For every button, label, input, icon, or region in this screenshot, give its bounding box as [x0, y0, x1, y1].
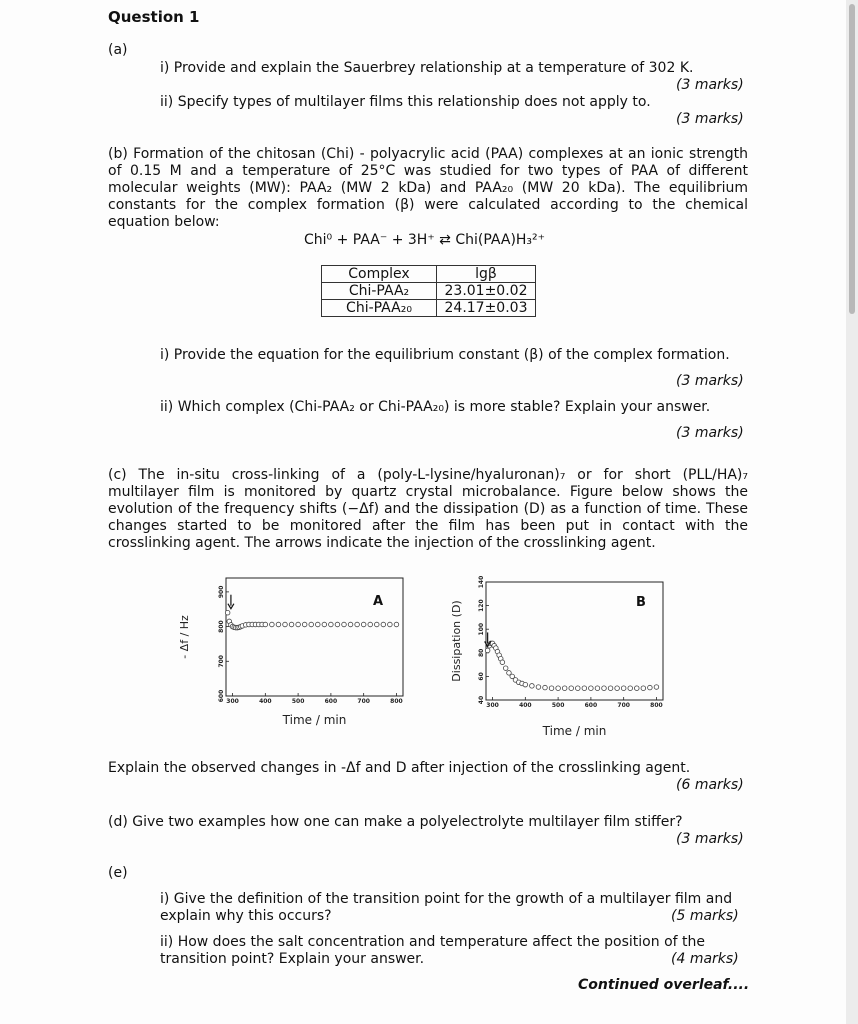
- x-axis-label: Time / min: [542, 724, 607, 738]
- data-point: [394, 622, 399, 627]
- panel-label: B: [636, 595, 646, 610]
- data-point: [329, 622, 334, 627]
- figure-a-chart: [170, 570, 420, 740]
- data-point: [388, 622, 393, 627]
- data-point: [283, 622, 288, 627]
- part-c-text: (c) The in-situ cross-linking of a (poly-L-lysine/hyaluronan)₇ or for short (PLL/HA)₇ multilayer film is monitored by quartz crystal microbalance. Figure below shows the evolution of the frequency shifts (−Δf) and the dissipation (D) as a function of time. These changes started to be monitored after the film has been put in contact with the crosslinking agent. The arrows indicate the injection of the crosslinking agent.: [108, 467, 748, 551]
- figure-b-chart: [440, 570, 680, 750]
- x-tick-label: 500: [291, 698, 305, 705]
- data-point: [503, 666, 508, 671]
- data-point: [648, 685, 653, 690]
- vertical-scrollbar[interactable]: [846, 0, 858, 1024]
- data-point: [641, 686, 646, 691]
- x-tick-label: 700: [357, 698, 370, 705]
- data-point: [589, 686, 594, 691]
- data-point: [543, 685, 548, 690]
- part-a-i: i) Provide and explain the Sauerbrey relationship at a temperature of 302 K.: [160, 60, 694, 76]
- x-tick-label: 600: [584, 702, 598, 709]
- y-axis-label: - Δf / Hz: [178, 615, 191, 659]
- data-point: [348, 622, 353, 627]
- data-point: [263, 622, 268, 627]
- table-row: [322, 300, 536, 317]
- table-cell: Chi-PAA₂: [322, 283, 437, 300]
- y-tick-label: 140: [478, 575, 485, 589]
- data-point: [296, 622, 301, 627]
- table-cell: 23.01±0.02: [437, 283, 536, 300]
- data-point: [276, 622, 281, 627]
- part-a-ii: ii) Specify types of multilayer films this relationship does not apply to.: [160, 94, 651, 110]
- footer-continued: Continued overleaf....: [578, 977, 750, 993]
- part-a-i-marks: (3 marks): [676, 77, 744, 93]
- y-tick-label: 900: [218, 585, 225, 599]
- table-cell: 24.17±0.03: [437, 300, 536, 317]
- complex-table: [321, 265, 536, 317]
- y-axis-label: Dissipation (D): [450, 600, 463, 682]
- part-e-label: (e): [108, 865, 128, 881]
- part-c-marks: (6 marks): [676, 777, 744, 793]
- data-point: [485, 648, 490, 653]
- y-tick-label: 40: [478, 695, 485, 705]
- chemical-equation: Chi⁰ + PAA⁻ + 3H⁺ ⇄ Chi(PAA)H₃²⁺: [304, 232, 546, 248]
- data-point: [556, 686, 561, 691]
- part-e-ii-marks: (4 marks): [671, 951, 739, 967]
- part-b-i-marks: (3 marks): [676, 373, 744, 389]
- data-point: [315, 622, 320, 627]
- data-point: [361, 622, 366, 627]
- data-point: [523, 682, 528, 687]
- part-e-i-line2: explain why this occurs?: [160, 908, 332, 924]
- data-point: [536, 685, 541, 690]
- data-point: [270, 622, 275, 627]
- part-a-ii-marks: (3 marks): [676, 111, 744, 127]
- data-point: [582, 686, 587, 691]
- y-tick-label: 120: [478, 599, 485, 612]
- data-point: [608, 686, 613, 691]
- y-tick-label: 700: [218, 655, 225, 668]
- figure-b: [440, 570, 680, 750]
- data-point: [569, 686, 574, 691]
- y-tick-label: 60: [478, 672, 485, 681]
- x-tick-label: 600: [324, 698, 338, 705]
- part-b-i: i) Provide the equation for the equilibrium constant (β) of the complex formation.: [160, 347, 730, 363]
- question-heading: Question 1: [108, 8, 200, 26]
- x-axis-label: Time / min: [282, 713, 347, 727]
- part-d-marks: (3 marks): [676, 831, 744, 847]
- y-tick-label: 80: [478, 648, 485, 657]
- part-e-ii-line2: transition point? Explain your answer.: [160, 951, 425, 967]
- data-point: [381, 622, 386, 627]
- table-header-lgb: lgβ: [437, 266, 536, 283]
- part-e-ii-line1: ii) How does the salt concentration and temperature affect the position of the: [160, 934, 705, 950]
- x-tick-label: 300: [226, 698, 239, 705]
- part-e-i-marks: (5 marks): [671, 908, 739, 924]
- figure-a: [170, 570, 420, 740]
- data-point: [374, 622, 379, 627]
- data-point: [355, 622, 360, 627]
- part-b-ii-marks: (3 marks): [676, 425, 744, 441]
- part-b-text: (b) Formation of the chitosan (Chi) - polyacrylic acid (PAA) complexes at an ionic strength of 0.15 M and a temperature of 25°C was studied for two types of PAA of different molecular weights (MW): PAA₂ (MW 2 kDa) and PAA₂₀ (MW 20 kDa). The equilibrium constants for the complex formation (β) were calculated according to the chemical equation below:: [108, 146, 748, 230]
- data-point: [595, 686, 600, 691]
- x-tick-label: 800: [390, 698, 403, 705]
- data-point: [549, 686, 554, 691]
- data-point: [289, 622, 294, 627]
- part-d-text: (d) Give two examples how one can make a polyelectrolyte multilayer film stiffer?: [108, 814, 683, 830]
- data-point: [342, 622, 347, 627]
- data-point: [621, 686, 626, 691]
- data-point: [335, 622, 340, 627]
- data-point: [615, 686, 620, 691]
- scrollbar-thumb[interactable]: [849, 4, 855, 314]
- data-point: [322, 622, 327, 627]
- data-point: [225, 610, 230, 615]
- y-tick-label: 800: [218, 620, 225, 633]
- part-e-i-line1: i) Give the definition of the transition point for the growth of a multilayer film and: [160, 891, 733, 907]
- x-tick-label: 500: [551, 702, 565, 709]
- data-point: [628, 686, 633, 691]
- table-cell: Chi-PAA₂₀: [322, 300, 437, 317]
- x-tick-label: 700: [617, 702, 630, 709]
- data-point: [368, 622, 373, 627]
- part-b-ii: ii) Which complex (Chi-PAA₂ or Chi-PAA₂₀) is more stable? Explain your answer.: [160, 399, 711, 415]
- table-header-complex: Complex: [322, 266, 437, 283]
- part-a-label: (a): [108, 42, 128, 58]
- table-row: [322, 283, 536, 300]
- panel-label: A: [373, 594, 384, 609]
- data-point: [500, 660, 505, 665]
- x-tick-label: 800: [650, 702, 663, 709]
- data-point: [530, 684, 535, 689]
- table-header-row: [322, 266, 536, 283]
- data-point: [575, 686, 580, 691]
- data-point: [309, 622, 314, 627]
- y-tick-label: 600: [218, 689, 225, 703]
- data-point: [302, 622, 307, 627]
- part-c-question: Explain the observed changes in -Δf and D after injection of the crosslinking agent.: [108, 760, 691, 776]
- data-point: [634, 686, 639, 691]
- data-point: [562, 686, 567, 691]
- x-tick-label: 400: [519, 702, 532, 709]
- y-tick-label: 100: [478, 622, 485, 636]
- data-point: [654, 685, 659, 690]
- x-tick-label: 300: [486, 702, 499, 709]
- x-tick-label: 400: [259, 698, 272, 705]
- data-point: [602, 686, 607, 691]
